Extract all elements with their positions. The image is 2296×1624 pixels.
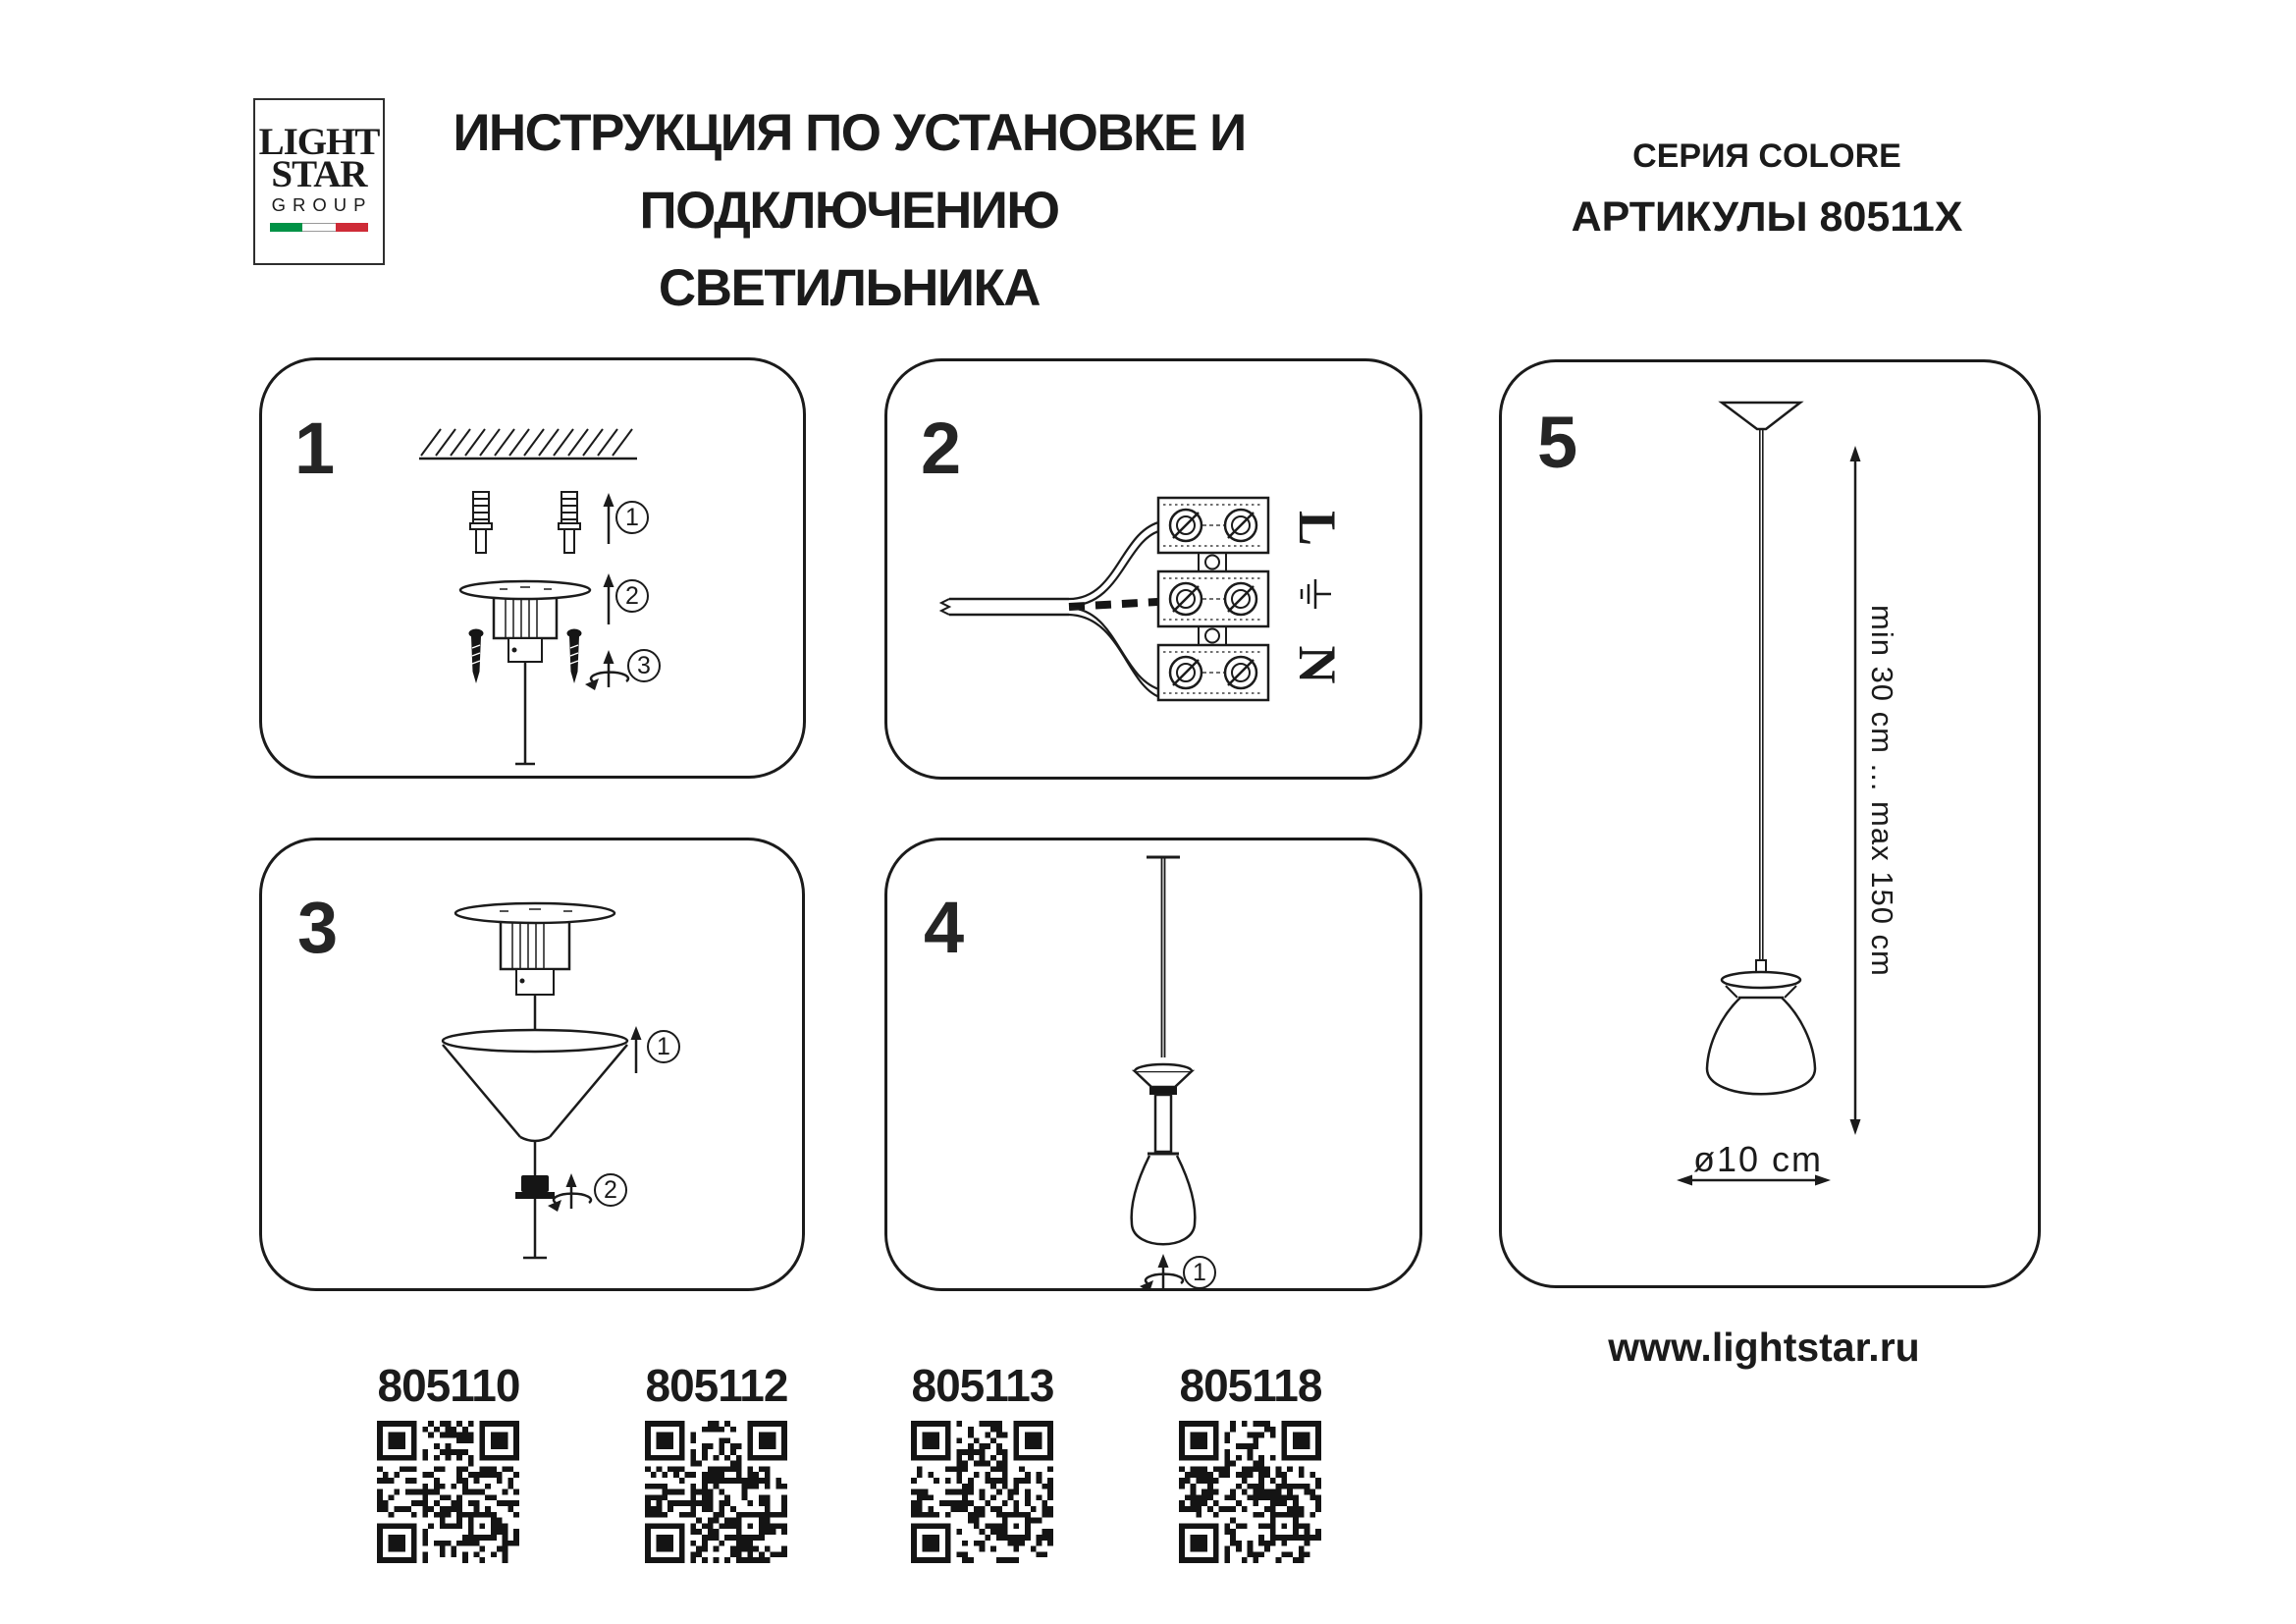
supply-cable xyxy=(941,599,1069,615)
drop-shade-icon xyxy=(1132,1154,1196,1244)
cord-holder-icon xyxy=(1135,1064,1192,1095)
product-code: 805118 xyxy=(1179,1360,1322,1411)
arrow-up-icon xyxy=(604,493,614,544)
ceiling-mount-icon xyxy=(460,581,590,764)
rotate-icon xyxy=(1140,1254,1183,1291)
arrow-up-icon xyxy=(604,573,614,624)
step-circle: 2 xyxy=(594,1173,627,1207)
qr-code xyxy=(377,1421,519,1563)
qr-code xyxy=(1179,1421,1321,1563)
panel-1-drawing xyxy=(259,357,806,779)
panel-4-number: 4 xyxy=(924,887,965,968)
terminal-label-neutral: N xyxy=(1288,645,1347,684)
drop-shade-icon xyxy=(1707,998,1815,1094)
ceiling-hatch-icon xyxy=(419,429,637,459)
lightstar-logo xyxy=(253,98,385,265)
wire-live xyxy=(1069,521,1162,606)
rotate-icon xyxy=(585,650,628,690)
title-line-2: ПОДКЛЮЧЕНИЮ СВЕТИЛЬНИКА xyxy=(639,182,1059,317)
product-code: 805110 xyxy=(377,1360,520,1411)
step-circle: 1 xyxy=(615,501,649,534)
step-circle: 2 xyxy=(615,579,649,613)
panel-3-number: 3 xyxy=(297,887,339,968)
terminal-block xyxy=(1158,498,1268,700)
website-url: www.lightstar.ru xyxy=(1608,1325,1920,1370)
italian-flag-icon xyxy=(270,223,368,232)
cone-shade-icon xyxy=(443,1030,627,1258)
cord-grip-nut-icon xyxy=(515,1175,555,1199)
panel-4-drawing xyxy=(884,838,1422,1291)
panel-5-number: 5 xyxy=(1537,402,1578,483)
product-code: 805112 xyxy=(645,1360,788,1411)
diameter-label: ø10 cm xyxy=(1692,1139,1824,1179)
product-code: 805113 xyxy=(911,1360,1054,1411)
page-title xyxy=(447,94,1252,327)
logo-group: GROUP xyxy=(271,194,373,216)
arrow-up-icon xyxy=(631,1026,642,1073)
panel-1-number: 1 xyxy=(294,407,336,489)
panel-2-drawing xyxy=(884,358,1422,780)
dowel-anchor-icon xyxy=(470,492,580,553)
earth-icon xyxy=(1302,579,1331,609)
panel-3-drawing xyxy=(259,838,805,1291)
wire-neutral xyxy=(1069,608,1162,698)
height-range-label: min 30 cm ... max 150 cm xyxy=(1865,604,1899,977)
articles-label: АРТИКУЛЫ 80511X xyxy=(1571,193,1963,241)
step-circle: 3 xyxy=(627,649,661,682)
logo-light: LIGHT xyxy=(258,121,380,163)
height-dimension-line xyxy=(1850,446,1861,1135)
canopy-icon xyxy=(1722,403,1800,429)
qr-code xyxy=(911,1421,1053,1563)
lamp-socket-icon xyxy=(1155,1095,1171,1152)
shade-holder-icon xyxy=(1722,960,1800,998)
qr-code xyxy=(645,1421,787,1563)
series-label: СЕРИЯ COLORE xyxy=(1632,137,1901,175)
step-circle: 1 xyxy=(1183,1256,1216,1289)
title-line-1: ИНСТРУКЦИЯ ПО УСТАНОВКЕ И xyxy=(453,104,1246,162)
cord xyxy=(1760,429,1763,970)
step-circle: 1 xyxy=(647,1030,680,1063)
ceiling-mount-icon xyxy=(455,903,614,1030)
terminal-label-live: L xyxy=(1288,510,1347,547)
cord xyxy=(1147,857,1180,1057)
logo-star: STAR xyxy=(271,153,367,196)
panel-2-number: 2 xyxy=(921,407,962,489)
